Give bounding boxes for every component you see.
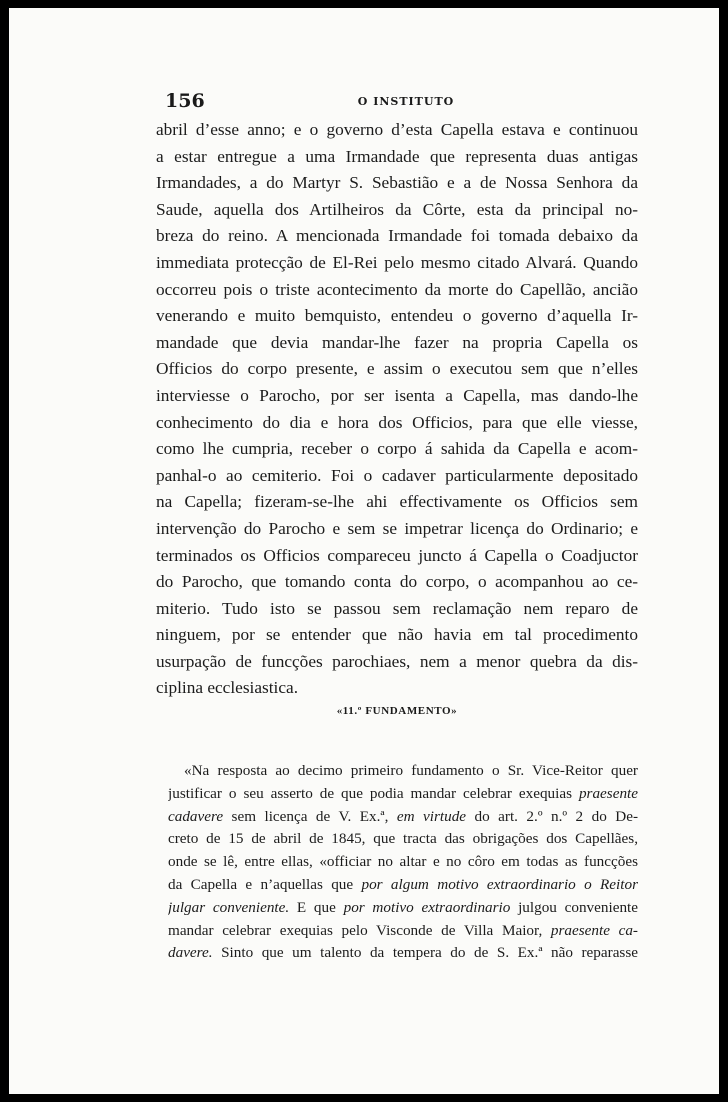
body-line: miterio. Tudo isto se passou sem reclamação nem reparo de [156, 598, 638, 618]
quote-line [168, 851, 638, 874]
text-run: julgou conveniente [510, 898, 638, 916]
italic-run: cadavere [168, 807, 224, 825]
italic-run: praesente [578, 784, 638, 802]
body-line: ciplina ecclesiastica. [156, 678, 299, 698]
quote-paragraph [168, 760, 638, 965]
body-line: como lhe cumpria, receber o corpo á sahida da Capella e acom- [156, 439, 638, 459]
italic-run: praesente ca- [550, 921, 638, 939]
text-run: da Capella e n’aquellas que [168, 875, 362, 893]
body-paragraph [156, 117, 638, 702]
text-run: mandar celebrar exequias pelo Visconde de Villa Maior, [168, 921, 551, 939]
text-run: justificar o seu asserto de que podia mandar celebrar exequias [168, 784, 579, 802]
italic-run: davere. [168, 944, 213, 962]
body-line: conhecimento do dia e hora dos Officios, para que elle viesse, [156, 412, 638, 432]
italic-run: em virtude [396, 807, 467, 825]
body-line: do Parocho, que tomando conta do corpo, o acompanhou ao ce- [156, 572, 638, 592]
text-run: creto de 15 de abril de 1845, que tracta das obrigações dos Capellães, [168, 830, 638, 848]
body-line: abril d’esse anno; e o governo d’esta Capella estava e continuou [156, 120, 638, 139]
italic-run: julgar conveniente. [168, 898, 290, 916]
body-line: interviesse o Parocho, por ser isenta a Capella, mas dando-lhe [156, 385, 638, 405]
body-line: panhal-o ao cemiterio. Foi o cadaver particularmente depositado [156, 465, 638, 485]
body-line: na Capella; fizeram-se-lhe ahi effectivamente os Officios sem [156, 492, 638, 512]
body-line: occorreu pois o triste acontecimento da morte do Capellão, ancião [156, 279, 638, 299]
text-run: «Na resposta ao decimo primeiro fundamento o Sr. Vice-Reitor quer [184, 762, 638, 779]
text-run: sem licença de V. Ex.ª, [223, 807, 397, 825]
quote-line [168, 828, 638, 851]
quote-line [168, 760, 638, 783]
quote-line [168, 783, 638, 806]
body-line: a estar entregue a uma Irmandade que representa duas antigas [156, 146, 638, 166]
text-run: onde se lê, entre ellas, «officiar no altar e no côro em todas as funcções [168, 853, 638, 871]
quote-line [168, 920, 638, 943]
page-number: 156 [165, 90, 205, 112]
text-run: E que [289, 898, 344, 916]
body-line: breza do reino. A mencionada Irmandade foi tomada debaixo da [156, 226, 638, 246]
body-line: usurpação de funcções parochiaes, nem a menor quebra da dis- [156, 651, 638, 671]
body-line: Saude, aquella dos Artilheiros da Côrte, esta da principal no- [156, 199, 638, 219]
text-run: do art. 2.º n.º 2 do De- [466, 807, 638, 825]
body-line: ninguem, por se entender que não havia em tal procedimento [156, 625, 638, 645]
body-line: Officios do corpo presente, e assim o executou sem que n’elles [156, 359, 638, 379]
quote-line [168, 897, 638, 920]
running-title: O INSTITUTO [357, 95, 455, 108]
body-line: intervenção do Parocho e sem se impetrar licença do Ordinario; e [156, 518, 638, 538]
body-line: mandade que devia mandar-lhe fazer na propria Capella os [156, 332, 638, 352]
text-run: Sinto que um talento da tempera do de S. Ex.ª não reparasse [212, 944, 638, 962]
italic-run: por motivo extraordinario [343, 898, 511, 916]
quote-line [168, 806, 638, 829]
body-line: venerando e muito bemquisto, entendeu o governo d’aquella Ir- [156, 306, 638, 326]
section-heading: «11.º FUNDAMENTO» [336, 705, 458, 717]
body-line: terminados os Officios compareceu juncto á Capella o Coadjuctor [156, 545, 638, 565]
quote-line [168, 942, 638, 965]
body-line: Irmandades, a do Martyr S. Sebastião e a de Nossa Senhora da [156, 173, 638, 193]
page-header [165, 90, 647, 114]
italic-run: por algum motivo extraordinario o Reitor [361, 875, 638, 893]
body-line: immediata protecção de El-Rei pelo mesmo citado Alvará. Quando [156, 252, 638, 272]
quote-line [168, 874, 638, 897]
